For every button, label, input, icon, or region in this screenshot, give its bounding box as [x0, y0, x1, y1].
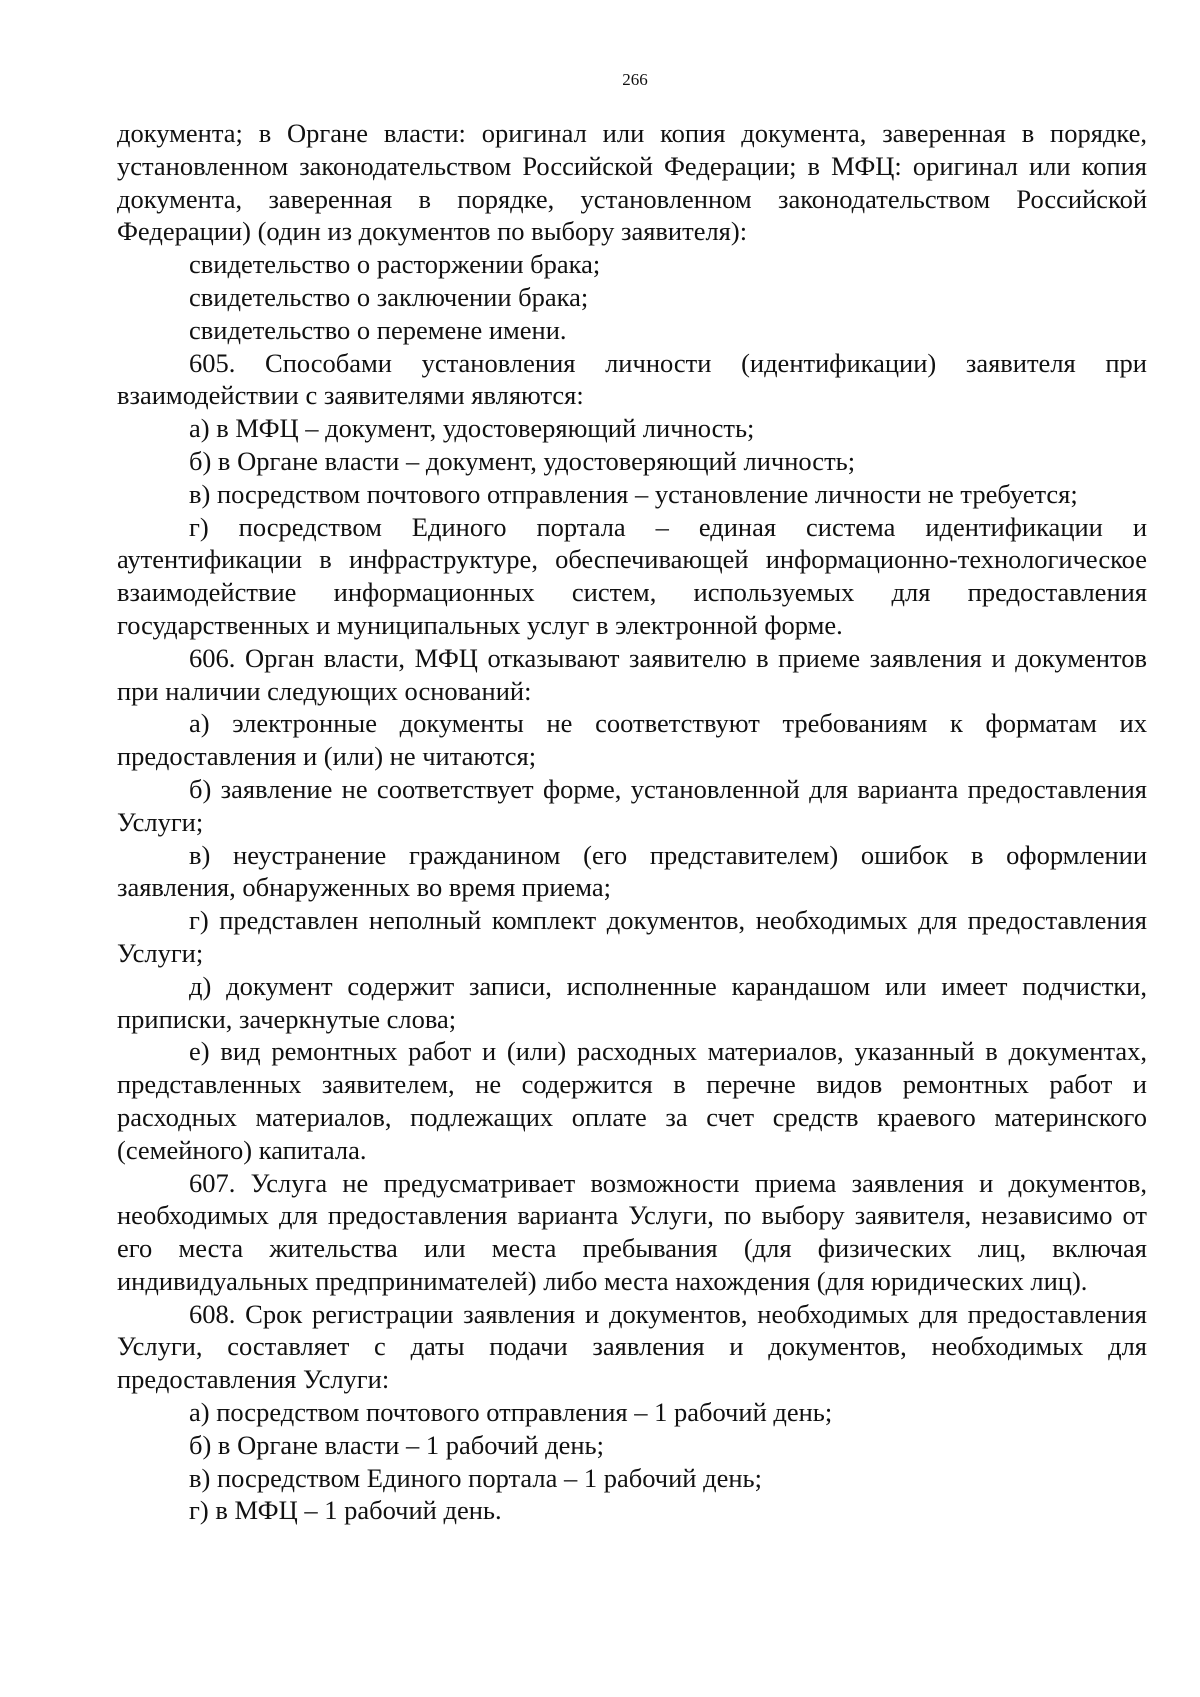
list-item-605-a: а) в МФЦ – документ, удостоверяющий личность; — [189, 413, 755, 444]
list-item-605-b: б) в Органе власти – документ, удостоверяющий личность; — [189, 445, 856, 476]
list-item-605-g: г) посредством Единого портала – единая система идентификации и аутентификации в инфраструктуре, обеспечивающей информационно-технологическое взаимодействие информационных систем, используемых для предоставления государственных и муниципальных услуг в электронной форме. — [117, 511, 1147, 640]
list-item-608-v: в) посредством Единого портала – 1 рабочий день; — [189, 1462, 762, 1493]
paragraph-607: 607. Услуга не предусматривает возможности приема заявления и документов, необходимых для предоставления варианта Услуги, по выбору заявителя, независимо от его места жительства или места пребывания (для физических лиц, включая индивидуальных предпринимателей) либо места нахождения (для юридических лиц). — [117, 1167, 1147, 1296]
list-item-605-v: в) посредством почтового отправления – установление личности не требуется; — [189, 478, 1078, 509]
list-item-name-change-certificate: свидетельство о перемене имени. — [189, 314, 567, 345]
list-item-606-v: в) неустранение гражданином (его представителем) ошибок в оформлении заявления, обнаруженных во время приема; — [117, 839, 1147, 903]
list-item-606-g: г) представлен неполный комплект документов, необходимых для предоставления Услуги; — [117, 905, 1147, 968]
paragraph-606: 606. Орган власти, МФЦ отказывают заявителю в приеме заявления и документов при наличии следующих оснований: — [117, 642, 1147, 706]
list-item-608-g: г) в МФЦ – 1 рабочий день. — [189, 1495, 502, 1526]
list-item-marriage-certificate: свидетельство о заключении брака; — [189, 281, 589, 312]
page-number: 266 — [622, 70, 648, 89]
list-item-606-a: а) электронные документы не соответствуют требованиям к форматам их предоставления и (или) не читаются; — [117, 708, 1147, 772]
document-body — [117, 117, 1147, 1527]
list-item-606-d: д) документ содержит записи, исполненные карандашом или имеет подчистки, приписки, зачеркнутые слова; — [117, 970, 1147, 1034]
list-item-608-a: а) посредством почтового отправления – 1 рабочий день; — [189, 1397, 833, 1428]
paragraph-605: 605. Способами установления личности (идентификации) заявителя при взаимодействии с заявителями являются: — [117, 347, 1147, 411]
list-item-divorce-certificate: свидетельство о расторжении брака; — [189, 249, 601, 280]
list-item-606-e: е) вид ремонтных работ и (или) расходных материалов, указанный в документах, представленных заявителем, не содержится в перечне видов ремонтных работ и расходных материалов, подлежащих оплате за счет средств краевого материнского (семейного) капитала. — [117, 1036, 1147, 1165]
list-item-606-b: б) заявление не соответствует форме, установленной для варианта предоставления Услуги; — [117, 773, 1147, 837]
list-item-608-b: б) в Органе власти – 1 рабочий день; — [189, 1429, 604, 1460]
paragraph-continuation: документа; в Органе власти: оригинал или копия документа, заверенная в порядке, установленном законодательством Российской Федерации; в МФЦ: оригинал или копия документа, заверенная в порядке, установленном законодательством Российской Федерации) (один из документов по выбору заявителя): — [117, 118, 1147, 247]
paragraph-608: 608. Срок регистрации заявления и документов, необходимых для предоставления Услуги, составляет с даты подачи заявления и документов, необходимых для предоставления Услуги: — [117, 1298, 1147, 1395]
